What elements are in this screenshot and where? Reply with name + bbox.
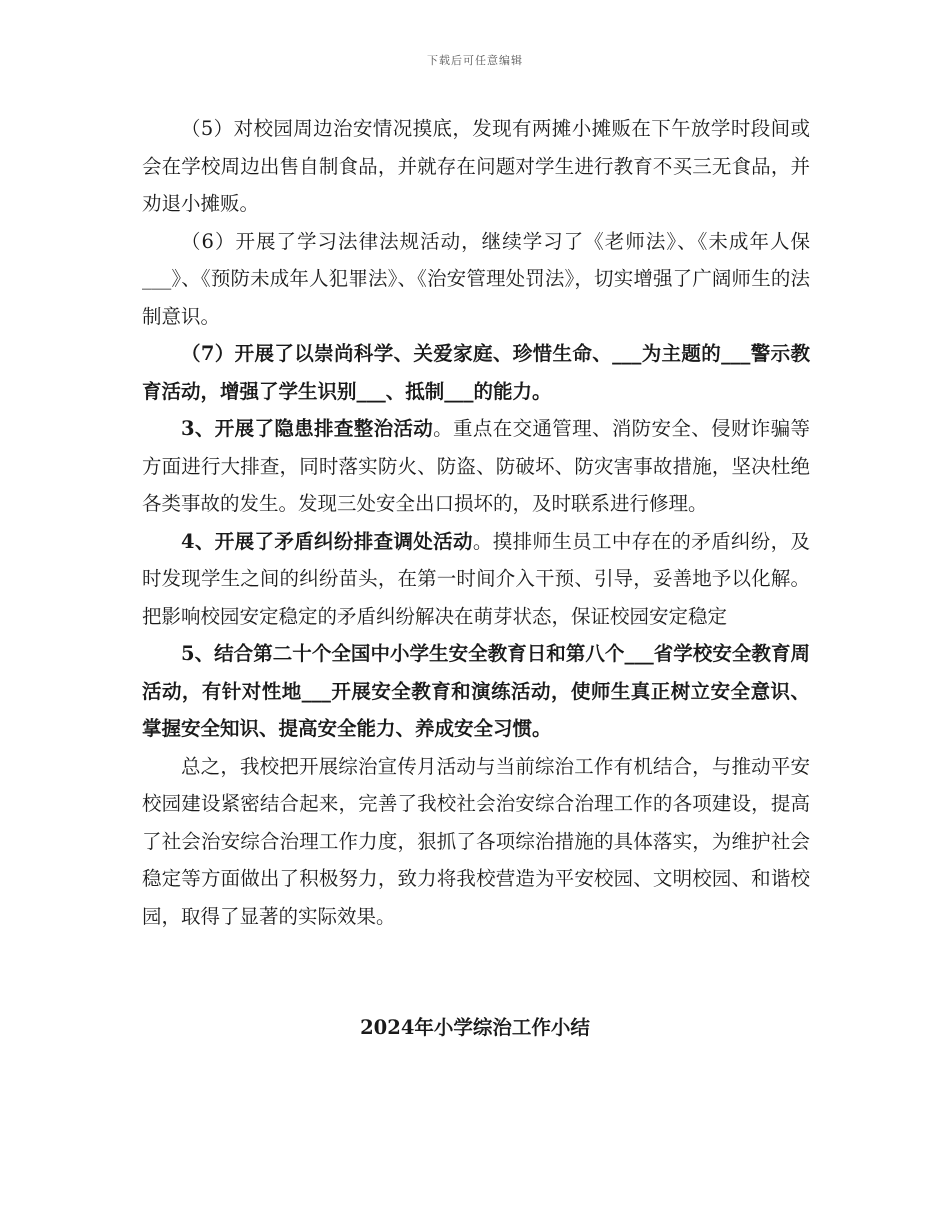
paragraph-dispute-mediation-lead: 4、开展了矛盾纠纷排查调处活动	[181, 529, 473, 553]
paragraph-hazard-check-lead: 3、开展了隐患排查整治活动	[181, 417, 434, 440]
paragraph-hazard-check	[142, 410, 810, 523]
page-header: 下载后可任意编辑	[427, 54, 523, 67]
paragraph-dispute-mediation-body: 。摸排师生员工中存在的矛盾纠纷，及时发现学生之间的纠纷苗头，在第一时间介入干预、引导，妥善地予以化解。把影响校园安定稳定的矛盾纠纷解决在萌芽状态，保证校园安定稳定	[142, 529, 810, 628]
paragraph-5: （5）对校园周边治安情况摸底，发现有两摊小摊贩在下午放学时段间或会在学校周边出售自制食品，并就存在问题对学生进行教育不买三无食品，并劝退小摊贩。	[142, 117, 810, 215]
paragraph-summary: 总之，我校把开展综治宣传月活动与当前综治工作有机结合，与推动平安校园建设紧密结合起来，完善了我校社会治安综合治理工作的各项建设，提高了社会治安综合治理工作力度，狠抓了各项综治措施的具体落实，为维护社会稳定等方面做出了积极努力，致力将我校营造为平安校园、文明校园、和谐校园，取得了显著的实际效果。	[142, 754, 810, 928]
section-title: 2024年小学综治工作小结	[360, 1016, 590, 1039]
document-body	[142, 110, 810, 935]
paragraph-7: （7）开展了以崇尚科学、关爱家庭、珍惜生命、___为主题的___警示教育活动，增强了学生识别___、抵制___的能力。	[142, 342, 810, 403]
paragraph-6: （6）开展了学习法律法规活动，继续学习了《老师法》、《未成年人保___》、《预防未成年人犯罪法》、《治安管理处罚法》，切实增强了广阔师生的法制意识。	[142, 229, 810, 328]
paragraph-safety-education: 5、结合第二十个全国中小学生安全教育日和第八个___省学校安全教育周活动，有针对性地___开展安全教育和演练活动，使师生真正树立安全意识、掌握安全知识、提高安全能力、养成安全习惯。	[142, 642, 810, 740]
paragraph-hazard-check-body: 。重点在交通管理、消防安全、侵财诈骗等方面进行大排查，同时落实防火、防盗、防破坏、防灾害事故措施，坚决杜绝各类事故的发生。发现三处安全出口损坏的，及时联系进行修理。	[142, 417, 810, 515]
paragraph-dispute-mediation	[142, 523, 810, 636]
